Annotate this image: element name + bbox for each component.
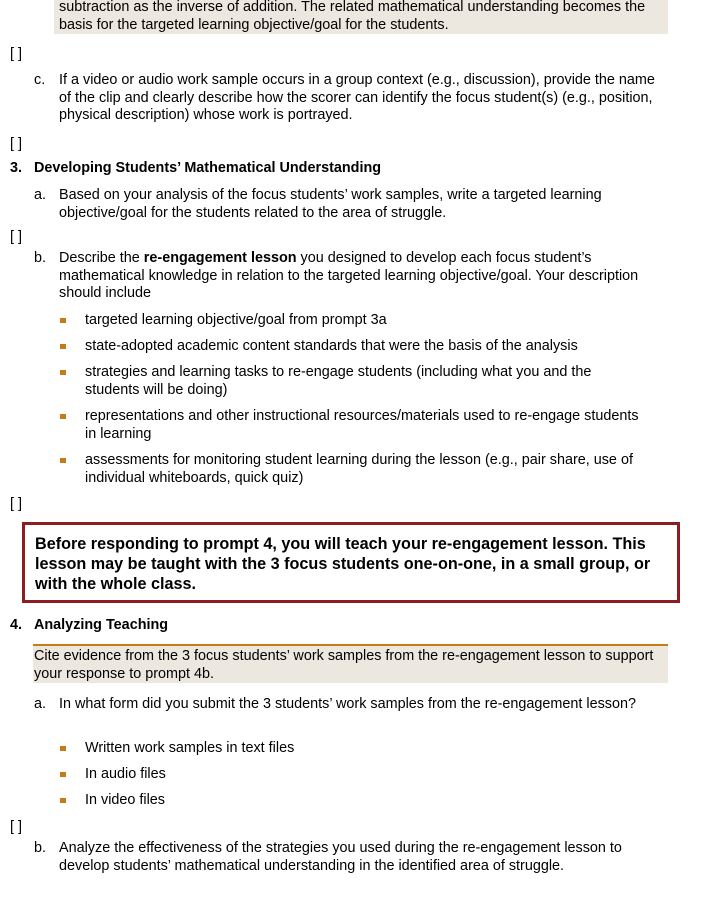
- section-3b-bullet: representations and other instructional resources/materials used to re-engage students in learning: [85, 408, 639, 442]
- item-c-letter: c.: [34, 72, 46, 88]
- section-3b-bullet: strategies and learning tasks to re-engage students (including what you and the students will be doing): [85, 364, 592, 398]
- section-3b-text: [59, 250, 659, 303]
- section-3b-text-before: Describe the: [59, 250, 144, 266]
- section-4a-text: In what form did you submit the 3 students’ work samples from the re-engagement lesson?: [59, 696, 636, 712]
- checkbox-placeholder[interactable]: [ ]: [10, 46, 22, 62]
- bullet-square-icon: [60, 370, 66, 375]
- checkbox-placeholder[interactable]: [ ]: [10, 229, 22, 245]
- shaded-instruction-top: [54, 0, 668, 34]
- section-4b-letter: b.: [34, 840, 47, 856]
- section-3-number: 3.: [10, 160, 23, 176]
- section-4a-bullet: In video files: [85, 792, 165, 808]
- checkbox-placeholder[interactable]: [ ]: [10, 136, 22, 152]
- section-4-title: Analyzing Teaching: [34, 617, 169, 633]
- section-3a-text: Based on your analysis of the focus students’ work samples, write a targeted learning objective/goal for the students related to the area of struggle.: [59, 187, 602, 221]
- section-3b-bullet: state-adopted academic content standards that were the basis of the analysis: [85, 338, 578, 354]
- bullet-square-icon: [60, 414, 66, 419]
- section-4-number: 4.: [10, 617, 23, 633]
- section-3b-bullet: assessments for monitoring student learning during the lesson (e.g., pair share, use of individual whiteboards, quick quiz): [85, 452, 633, 486]
- section-3b-text-after: you designed to develop each focus student’s mathematical knowledge in relation to the targeted learning objective/goal. Your description should include: [59, 250, 639, 301]
- section-3b-text-bold: re-engagement lesson: [143, 250, 297, 266]
- section-4a-letter: a.: [34, 696, 47, 712]
- checkbox-placeholder[interactable]: [ ]: [10, 496, 22, 512]
- section-3b-letter: b.: [34, 250, 47, 266]
- shaded-instruction-top-text: subtraction as the inverse of addition. The related mathematical understanding becomes the basis for the targeted learning objective/goal for the students.: [59, 0, 646, 33]
- section-3a-letter: a.: [34, 187, 47, 203]
- section-4a-bullet: In audio files: [85, 766, 166, 782]
- section-3b-bullet: targeted learning objective/goal from prompt 3a: [85, 312, 387, 328]
- shaded-instruction-4: [33, 646, 668, 683]
- bullet-square-icon: [60, 318, 66, 323]
- bullet-square-icon: [60, 798, 66, 803]
- section-4b-text: Analyze the effectiveness of the strategies you used during the re-engagement lesson to develop students’ mathematical understanding in the identified area of struggle.: [59, 840, 622, 874]
- bullet-square-icon: [60, 746, 66, 751]
- item-c-text: If a video or audio work sample occurs in a group context (e.g., discussion), provide the name of the clip and clearly describe how the scorer can identify the focus student(s) (e.g., position, physical description) whose work is portrayed.: [59, 72, 655, 123]
- callout-box: [22, 522, 680, 603]
- bullet-square-icon: [60, 458, 66, 463]
- checkbox-placeholder[interactable]: [ ]: [10, 819, 22, 835]
- section-3-title: Developing Students’ Mathematical Understanding: [34, 160, 382, 176]
- shaded-instruction-4-text: Cite evidence from the 3 focus students’ work samples from the re-engagement lesson to support your response to prompt 4b.: [34, 648, 654, 682]
- callout-text: Before responding to prompt 4, you will teach your re-engagement lesson. This lesson may be taught with the 3 focus students one-on-one, in a small group, or with the whole class.: [35, 535, 651, 593]
- bullet-square-icon: [60, 344, 66, 349]
- section-4a-bullet: Written work samples in text files: [85, 740, 295, 756]
- bullet-square-icon: [60, 772, 66, 777]
